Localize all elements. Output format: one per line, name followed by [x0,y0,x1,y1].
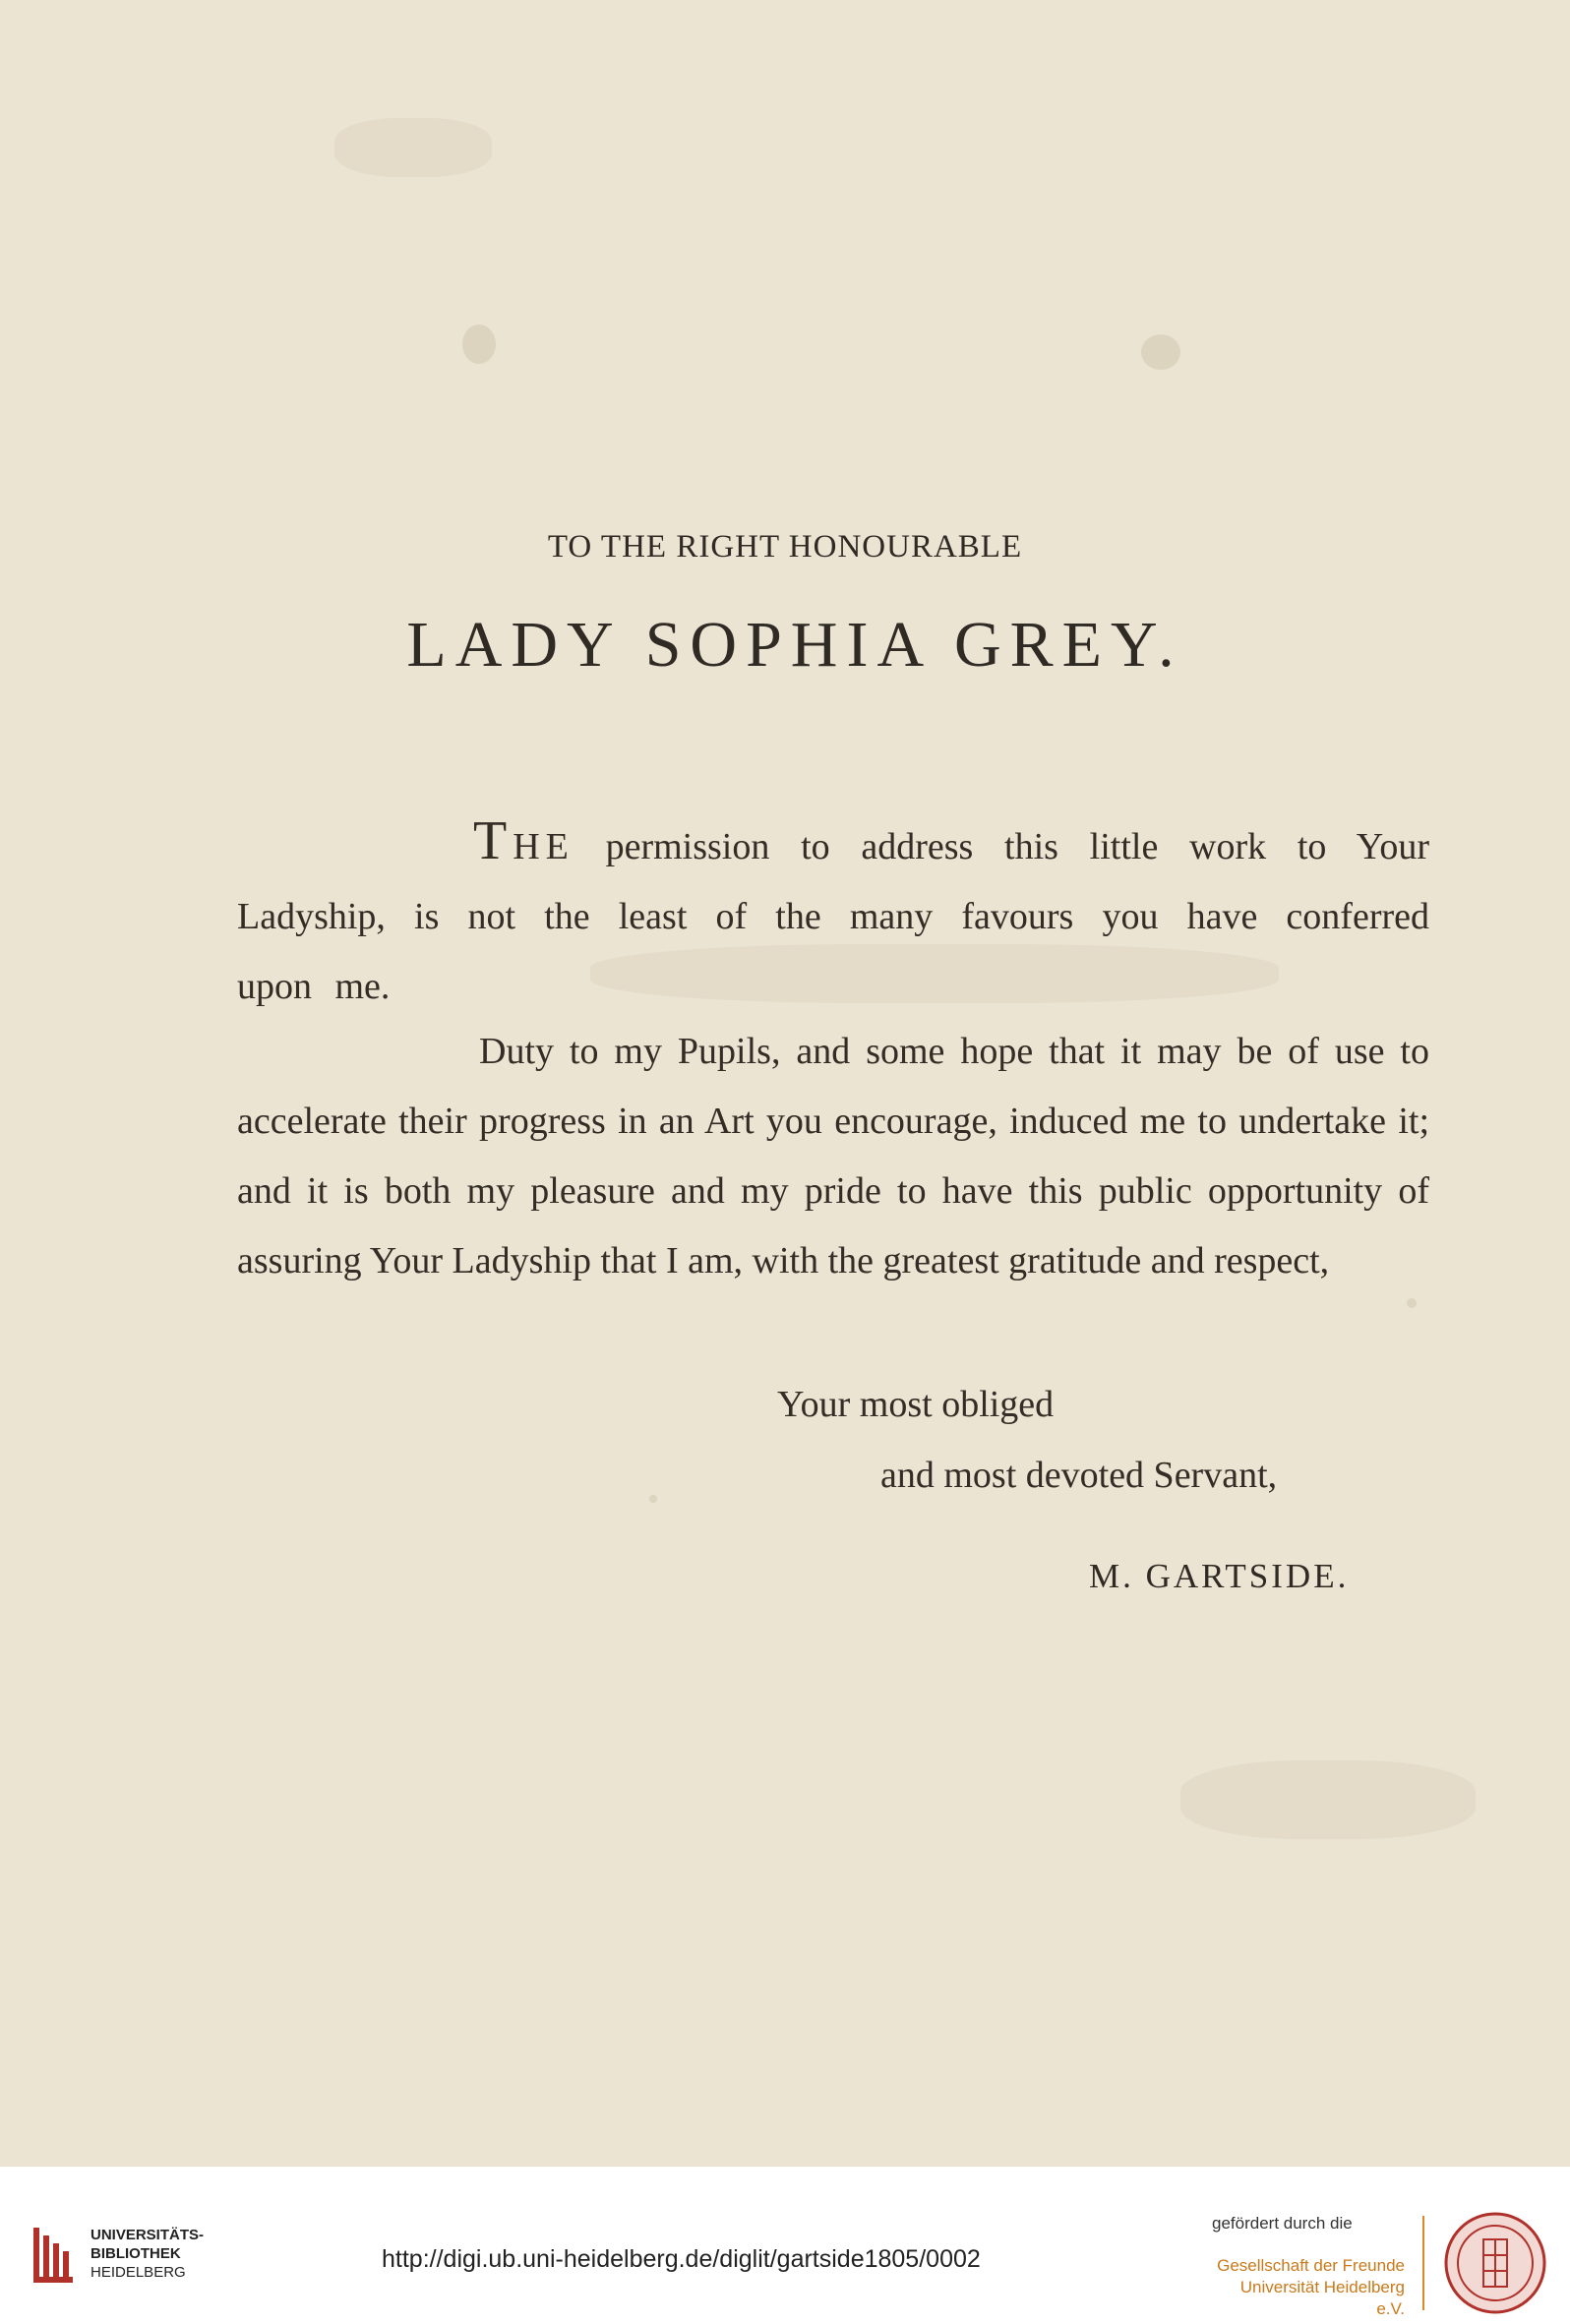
university-seal-icon [1444,2212,1546,2314]
sponsor-line-2: Universität Heidelberg e.V. [1239,2278,1405,2318]
library-name-line-1: UNIVERSITÄTS- [91,2227,205,2243]
letter-paragraph-2: Duty to my Pupils, and some hope that it may be of use to accelerate their progress in an Art you encourage, induced me to undertake it; and it is both my pleasure and my pride to have this public opportunity of assuring Your Ladyship that I am, with the greatest gratitude and respect, [237,1031,1429,1281]
library-name [91,2226,204,2282]
dedicatee-name: LADY SOPHIA GREY. [406,609,1183,681]
paper-stain [462,325,496,364]
letter-paragraph-1 [237,806,1429,1022]
small-caps-word: HE [513,826,574,867]
paper-foxing [334,118,492,177]
paper-foxing [1180,1760,1476,1839]
library-name-line-2: BIBLIOTHEK [91,2245,181,2262]
footer-divider [1422,2216,1424,2310]
signature: M. GARTSIDE. [1089,1557,1350,1595]
closing-line-2: and most devoted Servant, [880,1455,1278,1496]
drop-cap: T [473,810,513,871]
closing-line-1: Your most obliged [777,1384,1055,1425]
permalink-url[interactable]: http://digi.ub.uni-heidelberg.de/diglit/gartside1805/0002 [382,2245,981,2273]
sponsor-name [1212,2255,1405,2320]
paper-stain [649,1495,657,1503]
paragraph-text: permission to address this little work to Your Ladyship, is not the least of the many favours you have conferred upon me. [237,826,1429,1007]
paper-stain [1141,334,1180,370]
paper-stain [1407,1298,1417,1308]
digitization-footer [0,2167,1570,2324]
sponsor-line-1: Gesellschaft der Freunde [1217,2256,1405,2275]
library-name-line-3: HEIDELBERG [91,2264,186,2281]
library-logo-icon [30,2226,77,2285]
dedication-heading: TO THE RIGHT HONOURABLE [547,529,1023,565]
funded-by-label: gefördert durch die [1212,2214,1353,2233]
